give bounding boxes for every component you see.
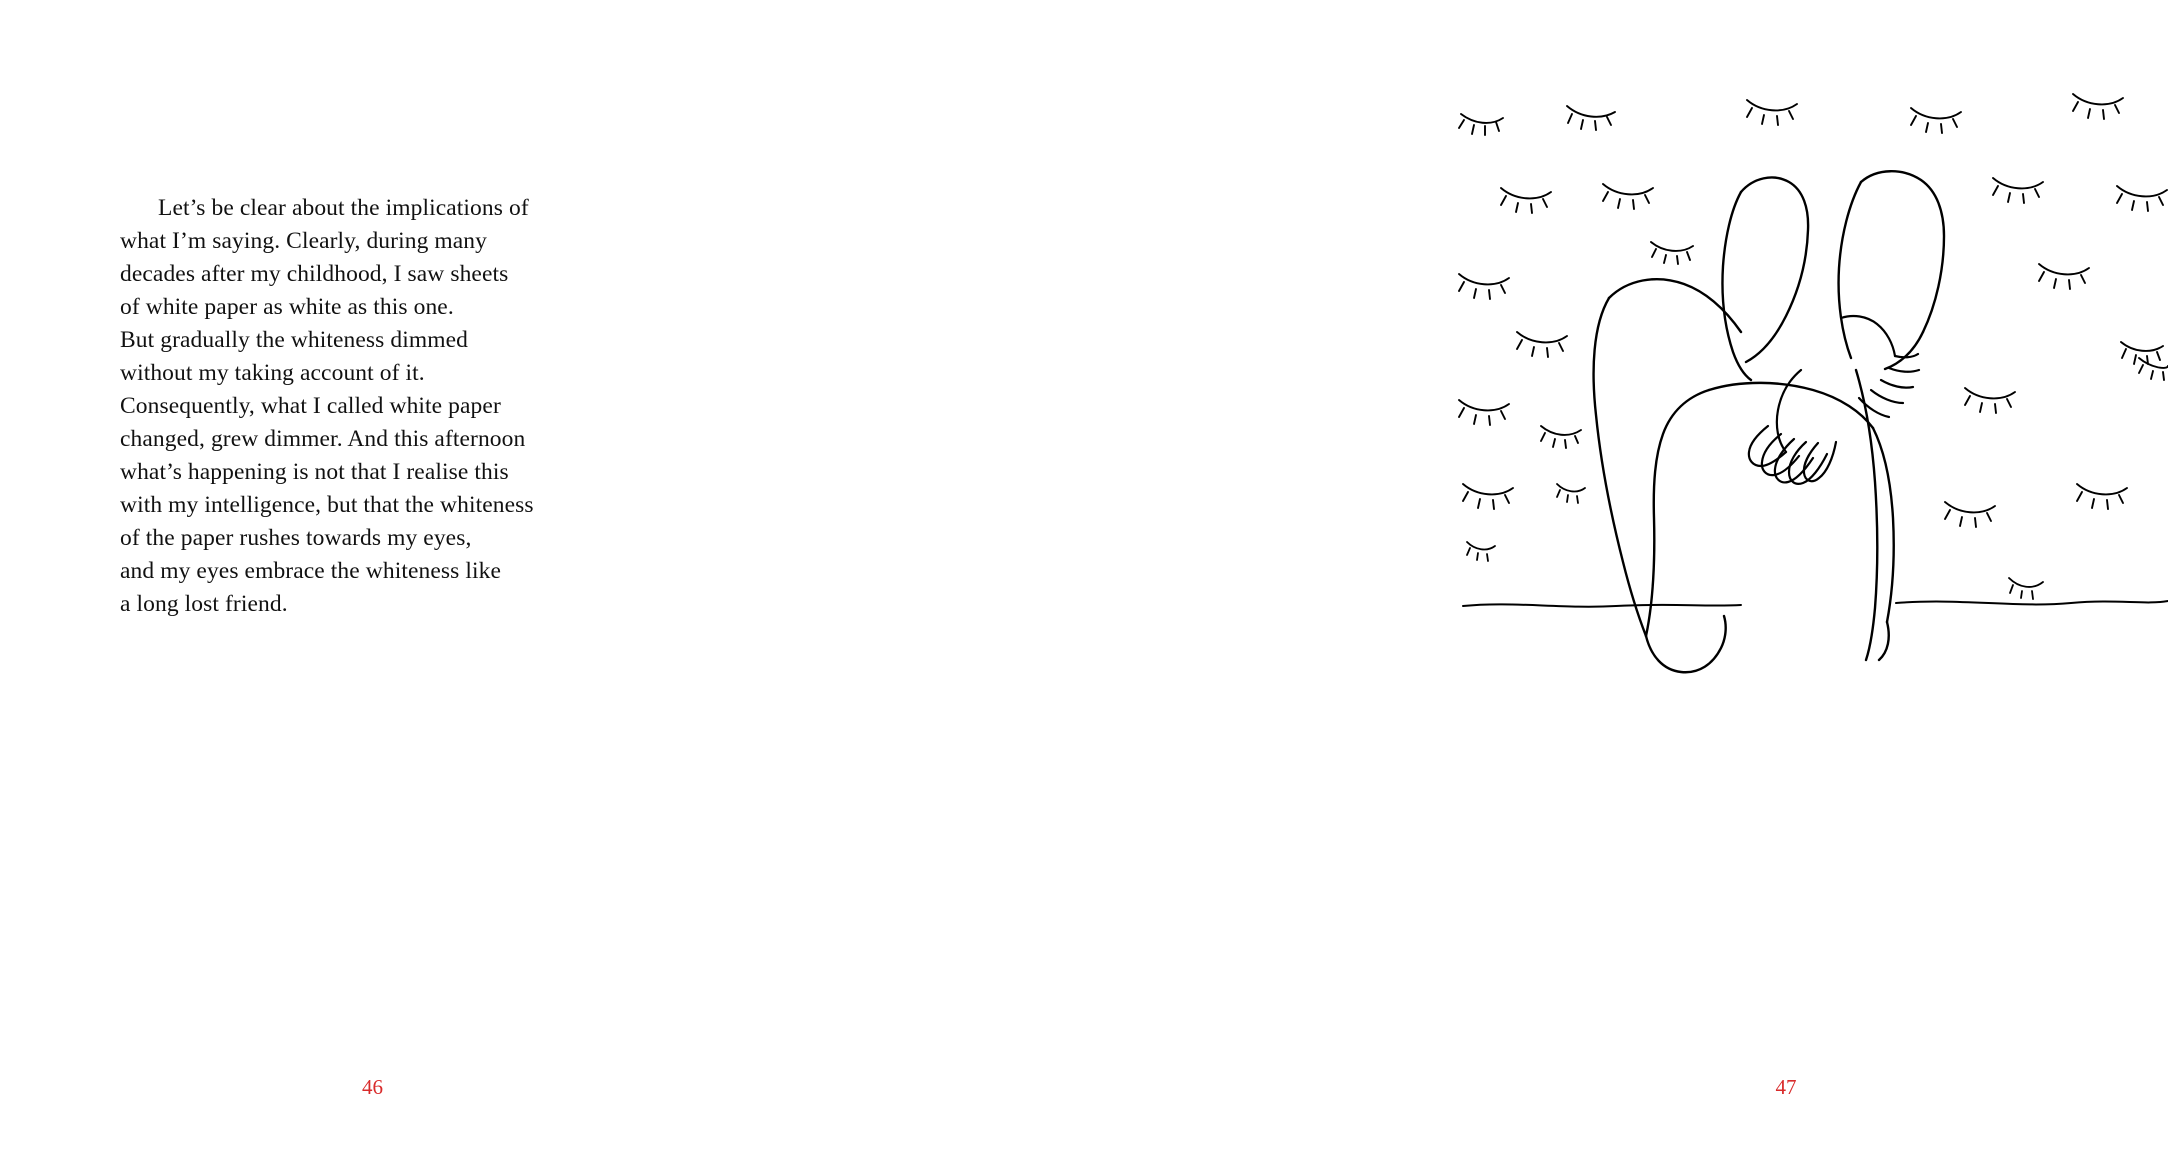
line-text: Let’s be clear about the implications of	[158, 195, 529, 221]
line-text: what’s happening is not that I realise this	[120, 459, 509, 485]
closed-eye-icon	[1459, 114, 1503, 135]
page-number-left: 46	[362, 1075, 383, 1099]
paragraph-line	[120, 489, 560, 522]
closed-eye-icon	[2009, 578, 2043, 599]
figure-finger-1	[1748, 426, 1785, 466]
closed-eye-icon	[1541, 426, 1581, 448]
closed-eye-icon	[2139, 358, 2168, 380]
paragraph-line	[120, 324, 560, 357]
paragraph-line	[120, 357, 560, 390]
figure-head-left-inner	[1722, 192, 1751, 380]
closed-eye-icon	[1965, 388, 2015, 413]
closed-eye-icon	[1911, 108, 1961, 133]
body-text-block	[120, 192, 560, 621]
figure-leg-right	[1879, 622, 1889, 660]
closed-eye-icon	[2077, 484, 2127, 509]
paragraph-line	[120, 522, 560, 555]
line-text: what I’m saying. Clearly, during many	[120, 228, 487, 254]
illustration-figure-with-closed-eyes	[1441, 70, 2168, 660]
line-text: Consequently, what I called white paper	[120, 393, 501, 419]
page-left	[0, 0, 723, 1156]
line-text: of the paper rushes towards my eyes,	[120, 525, 472, 551]
horizon-line-left	[1463, 604, 1741, 606]
paragraph-line	[120, 423, 560, 456]
closed-eye-icon	[1945, 502, 1995, 527]
figure-head-left	[1741, 177, 1808, 362]
closed-eye-icon	[2117, 186, 2167, 211]
figure-finger-upper-3	[1881, 380, 1913, 388]
figure-finger-upper-4	[1871, 390, 1903, 403]
line-text: and my eyes embrace the whiteness like	[120, 558, 501, 584]
closed-eye-icon	[1603, 184, 1653, 209]
closed-eye-icon	[2073, 94, 2123, 119]
closed-eye-icon	[1567, 106, 1615, 130]
line-text: decades after my childhood, I saw sheets	[120, 261, 509, 287]
figure-back-outline	[1593, 298, 1645, 636]
page-right	[723, 0, 1797, 1156]
figure-shoulder-left	[1609, 279, 1741, 332]
closed-eye-icon	[2039, 264, 2089, 289]
paragraph-line	[120, 291, 560, 324]
paragraph-line	[120, 192, 560, 225]
figure-head-right-inner	[1838, 182, 1860, 358]
paragraph-line	[120, 258, 560, 291]
horizon-line-right	[1896, 601, 2168, 604]
figure-finger-upper-2	[1889, 368, 1919, 372]
closed-eye-icon	[1501, 188, 1551, 213]
closed-eye-icon	[1557, 484, 1585, 503]
page-number-right: 47	[1775, 1075, 1797, 1099]
line-text: with my intelligence, but that the whiteness	[120, 492, 534, 518]
line-text: of white paper as white as this one.	[120, 294, 454, 320]
paragraph-line	[120, 225, 560, 258]
closed-eye-icon	[1463, 484, 1513, 509]
figure-head-right	[1861, 171, 1944, 332]
closed-eye-icon	[1459, 274, 1509, 299]
closed-eye-icon	[1747, 100, 1797, 125]
closed-eye-icon	[1467, 542, 1495, 561]
line-text: a long lost friend.	[120, 591, 288, 617]
closed-eye-icon	[1993, 178, 2043, 203]
line-text: changed, grew dimmer. And this afternoon	[120, 426, 526, 452]
figure-arm-left-outer	[1646, 390, 1709, 636]
paragraph-line	[120, 588, 560, 621]
closed-eye-icon	[1459, 400, 1509, 425]
figure-hand-palm	[1776, 370, 1800, 452]
figure-lap-top	[1709, 383, 1873, 428]
figure-finger-5	[1803, 442, 1835, 481]
paragraph-line	[120, 390, 560, 423]
closed-eye-icon	[1517, 332, 1567, 357]
paragraph-line	[120, 456, 560, 489]
figure-foot-left	[1646, 616, 1726, 672]
paragraph-line	[120, 555, 560, 588]
figure-head-right-jaw	[1885, 332, 1923, 369]
line-text: But gradually the whiteness dimmed	[120, 327, 469, 353]
closed-eye-icon	[1651, 242, 1693, 264]
line-text: without my taking account of it.	[120, 360, 425, 386]
